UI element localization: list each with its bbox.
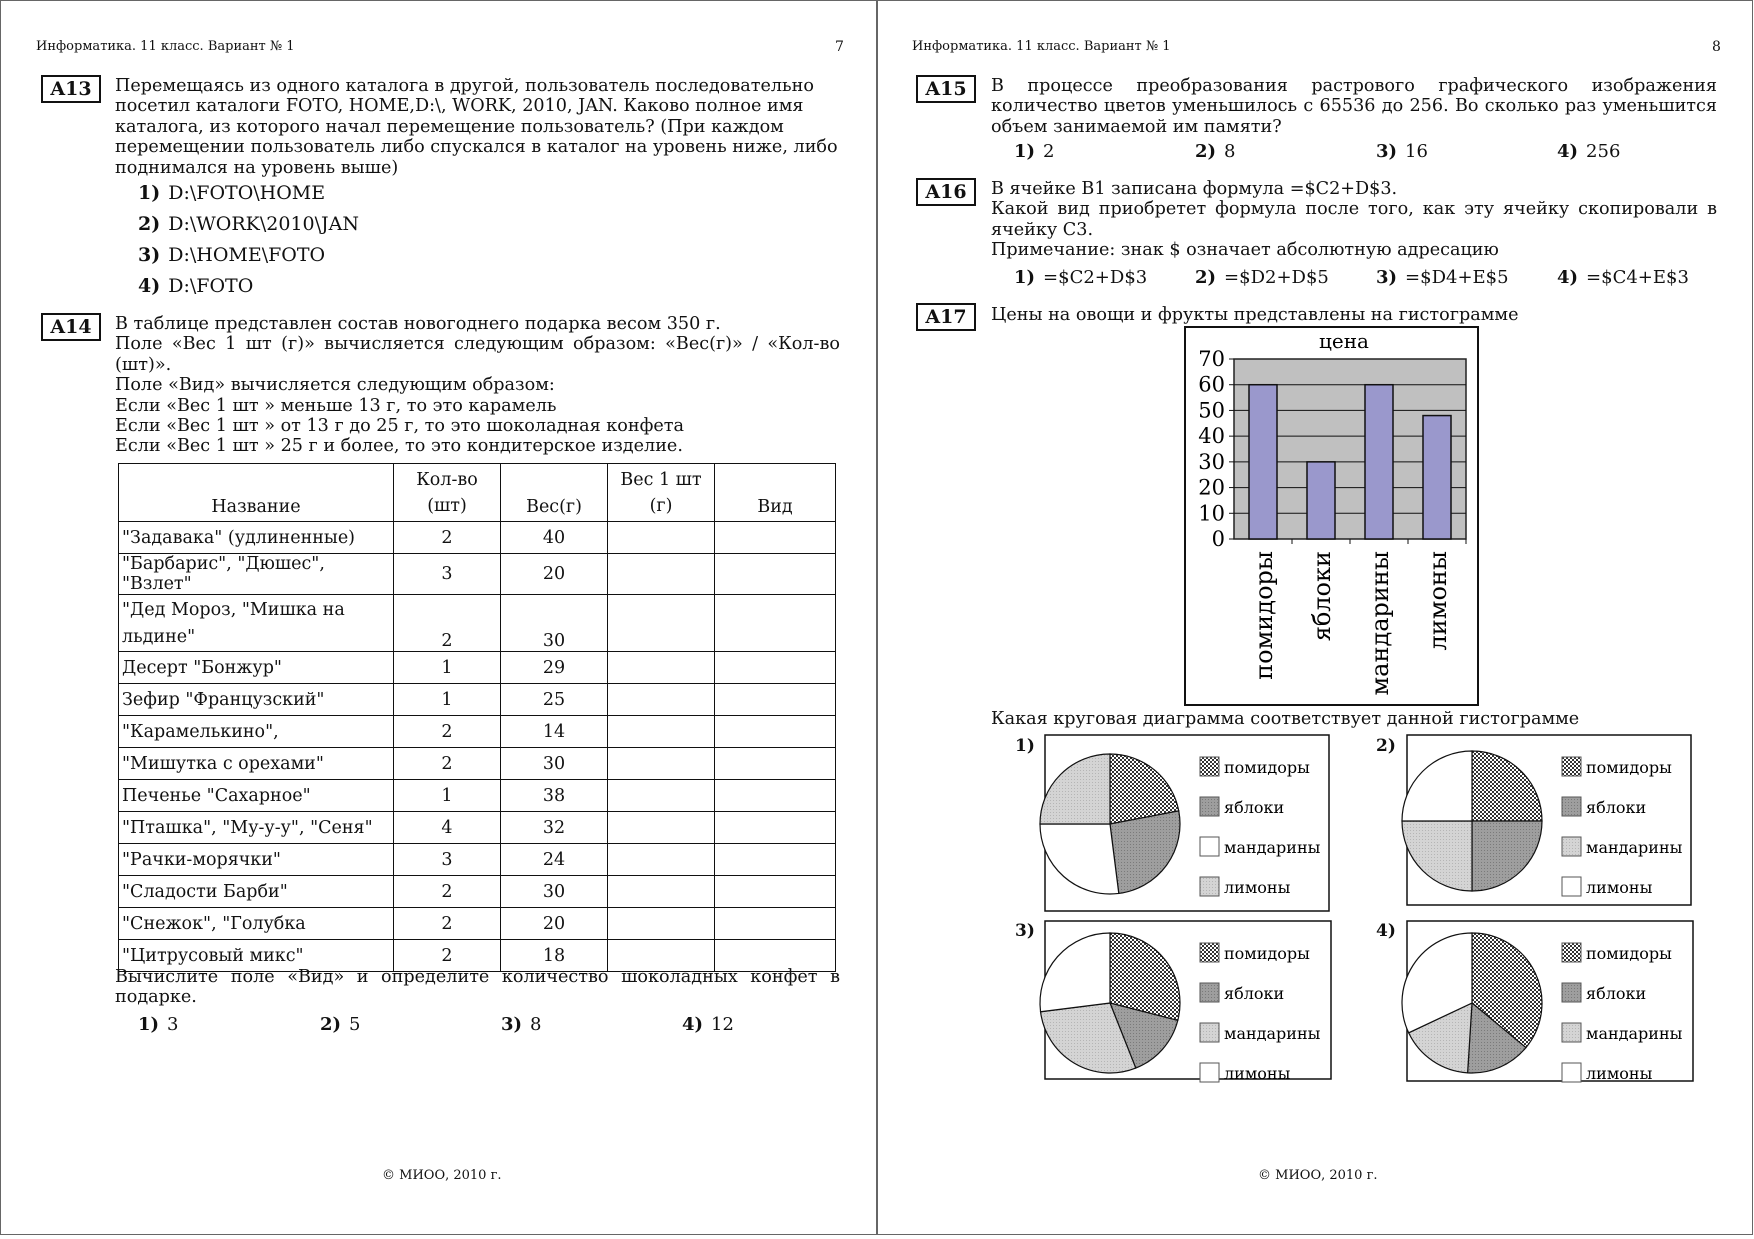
cell-kind bbox=[715, 876, 836, 908]
legend-swatch bbox=[1562, 797, 1581, 816]
y-tick-label: 70 bbox=[1198, 347, 1225, 371]
legend-swatch bbox=[1562, 877, 1581, 896]
legend-label: помидоры bbox=[1586, 944, 1672, 963]
option-text: =$C2+D$3 bbox=[1043, 267, 1148, 288]
cell-count: 2 bbox=[394, 748, 501, 780]
cell-unit-weight bbox=[608, 716, 715, 748]
a14-question bbox=[115, 967, 840, 1008]
legend-swatch bbox=[1200, 983, 1219, 1002]
table-row bbox=[119, 554, 836, 595]
page-number: 7 bbox=[835, 39, 844, 55]
option-text: 256 bbox=[1586, 141, 1621, 162]
cell-unit-weight bbox=[608, 780, 715, 812]
legend-swatch bbox=[1562, 757, 1581, 776]
cell-weight: 40 bbox=[501, 522, 608, 554]
option-number: 2) bbox=[1195, 267, 1217, 288]
a17-question: Какая круговая диаграмма соответствует данной гистограмме bbox=[991, 709, 1580, 729]
a14-options bbox=[138, 1014, 734, 1035]
cell-unit-weight bbox=[608, 908, 715, 940]
a14-option-1[interactable] bbox=[138, 1014, 320, 1035]
cell-weight: 29 bbox=[501, 652, 608, 684]
header-line: Кол-во bbox=[416, 469, 478, 490]
x-tick-label: мандарины bbox=[1366, 551, 1394, 696]
option-text: =$C4+E$3 bbox=[1586, 267, 1689, 288]
cell-weight: 30 bbox=[501, 595, 608, 652]
a16-line: Какой вид приобретет формула после того, как эту ячейку скопировали в bbox=[991, 199, 1717, 220]
cell-unit-weight bbox=[608, 684, 715, 716]
cell-name: "Рачки-морячки" bbox=[119, 844, 394, 876]
cell-kind bbox=[715, 780, 836, 812]
table-row bbox=[119, 595, 836, 652]
cell-count: 1 bbox=[394, 684, 501, 716]
column-header-weight: Вес(г) bbox=[501, 464, 608, 522]
option-number: 1) bbox=[1014, 141, 1036, 162]
a13-line: каталога, из которого начал перемещение пользователь? (При каждом bbox=[115, 116, 784, 137]
cell-weight: 32 bbox=[501, 812, 608, 844]
cell-name: "Мишутка с орехами" bbox=[119, 748, 394, 780]
page-footer: © МИОО, 2010 г. bbox=[1258, 1168, 1378, 1183]
option-number: 1) bbox=[138, 1014, 160, 1035]
cell-unit-weight bbox=[608, 812, 715, 844]
option-number: 4) bbox=[1557, 267, 1579, 288]
legend-label: помидоры bbox=[1586, 758, 1672, 777]
option-text: 8 bbox=[1224, 141, 1236, 162]
a14-line: Если «Вес 1 шт » от 13 г до 25 г, то это шоколадная конфета bbox=[115, 416, 685, 437]
table-row bbox=[119, 908, 836, 940]
pie-chart-option-3[interactable] bbox=[1040, 921, 1331, 1083]
option-number: 3) bbox=[1376, 141, 1398, 162]
option-number: 1) bbox=[138, 182, 161, 204]
cell-name: Десерт "Бонжур" bbox=[119, 652, 394, 684]
a14-option-4[interactable] bbox=[682, 1014, 734, 1035]
option-text: D:\FOTO\HOME bbox=[168, 182, 326, 204]
cell-kind bbox=[715, 652, 836, 684]
option-text: =$D4+E$5 bbox=[1405, 267, 1509, 288]
option-number: 2) bbox=[138, 213, 161, 235]
cell-name: "Пташка", "Му-у-у", "Сеня" bbox=[119, 812, 394, 844]
cell-name: "Цитрусовый микс" bbox=[119, 940, 394, 972]
cell-count: 2 bbox=[394, 522, 501, 554]
y-tick-label: 10 bbox=[1198, 501, 1225, 526]
a14-line: Если «Вес 1 шт » 25 г и более, то это кондитерское изделие. bbox=[115, 436, 683, 457]
pie-chart-option-1[interactable] bbox=[1040, 735, 1329, 911]
y-tick-label: 40 bbox=[1198, 424, 1225, 449]
a16-line: Примечание: знак $ означает абсолютную адресацию bbox=[991, 240, 1499, 261]
cell-weight: 25 bbox=[501, 684, 608, 716]
a14-line: В таблице представлен состав новогоднего подарка весом 350 г. bbox=[115, 314, 721, 334]
cell-count: 3 bbox=[394, 844, 501, 876]
table-row bbox=[119, 684, 836, 716]
a13-option-3[interactable] bbox=[138, 244, 325, 266]
cell-kind bbox=[715, 812, 836, 844]
legend-label: мандарины bbox=[1224, 838, 1321, 857]
cell-unit-weight bbox=[608, 844, 715, 876]
cell-count: 3 bbox=[394, 554, 501, 595]
pie-option-4-label: 4) bbox=[1376, 921, 1396, 941]
legend-label: лимоны bbox=[1586, 1064, 1653, 1083]
table-row bbox=[119, 844, 836, 876]
left-page bbox=[0, 0, 877, 1235]
cell-kind bbox=[715, 522, 836, 554]
cell-kind bbox=[715, 908, 836, 940]
table-row bbox=[119, 652, 836, 684]
pie-options-area[interactable] bbox=[878, 1, 1754, 1101]
cell-count: 2 bbox=[394, 876, 501, 908]
legend-swatch bbox=[1200, 1063, 1219, 1082]
question-tag-a17: A17 bbox=[916, 303, 976, 331]
cell-weight: 20 bbox=[501, 908, 608, 940]
cell-name: "Задавака" (удлиненные) bbox=[119, 522, 394, 554]
legend-swatch bbox=[1562, 983, 1581, 1002]
cell-name: "Сладости Барби" bbox=[119, 876, 394, 908]
option-number: 3) bbox=[1376, 267, 1398, 288]
header-line: (г) bbox=[649, 495, 673, 516]
legend-label: мандарины bbox=[1586, 1024, 1683, 1043]
cell-name: "Дед Мороз, "Мишка на льдине" bbox=[119, 595, 394, 652]
a14-after-line: подарке. bbox=[115, 987, 197, 1008]
page-footer: © МИОО, 2010 г. bbox=[382, 1168, 502, 1183]
a13-line: перемещении пользователь либо спускался в каталог на уровень ниже, либо bbox=[115, 137, 838, 158]
pie-option-2-label: 2) bbox=[1376, 736, 1396, 756]
a13-option-4[interactable] bbox=[138, 275, 253, 297]
cell-unit-weight bbox=[608, 522, 715, 554]
right-page bbox=[877, 0, 1753, 1235]
pie-option-3-label: 3) bbox=[1015, 921, 1035, 941]
cell-unit-weight bbox=[608, 748, 715, 780]
y-tick-label: 20 bbox=[1198, 475, 1225, 500]
cell-name: Печенье "Сахарное" bbox=[119, 780, 394, 812]
legend-label: яблоки bbox=[1224, 798, 1285, 817]
a14-after-line: Вычислите поле «Вид» и определите количество шоколадных конфет в bbox=[115, 967, 840, 987]
cell-weight: 14 bbox=[501, 716, 608, 748]
a15-line: количество цветов уменьшилось с 65536 до 256. Во сколько раз уменьшится bbox=[991, 96, 1717, 117]
option-number: 3) bbox=[501, 1014, 523, 1035]
cell-name: "Барбарис", "Дюшес", "Взлет" bbox=[119, 554, 394, 595]
legend-label: лимоны bbox=[1224, 1064, 1291, 1083]
a13-option-2[interactable] bbox=[138, 213, 359, 235]
page-number: 8 bbox=[1712, 39, 1721, 55]
cell-kind bbox=[715, 554, 836, 595]
option-number: 4) bbox=[682, 1014, 704, 1035]
y-tick-label: 30 bbox=[1198, 449, 1225, 474]
legend-label: лимоны bbox=[1586, 878, 1653, 897]
option-number: 4) bbox=[138, 275, 161, 297]
option-number: 3) bbox=[138, 244, 161, 266]
legend-swatch bbox=[1200, 837, 1219, 856]
question-tag-a14: A14 bbox=[41, 313, 101, 341]
column-header-count bbox=[394, 464, 501, 522]
cell-count: 1 bbox=[394, 652, 501, 684]
cell-count: 2 bbox=[394, 908, 501, 940]
a14-line: Если «Вес 1 шт » меньше 13 г, то это карамель bbox=[115, 395, 557, 416]
a15-line: объем занимаемой им памяти? bbox=[991, 116, 1282, 137]
option-text: D:\WORK\2010\JAN bbox=[168, 213, 359, 235]
table-row bbox=[119, 812, 836, 844]
a16-line: В ячейке B1 записана формула =$C2+D$3. bbox=[991, 179, 1398, 199]
option-number: 4) bbox=[1557, 141, 1579, 162]
a14-option-2[interactable] bbox=[320, 1014, 501, 1035]
table-row bbox=[119, 780, 836, 812]
question-tag-a13: A13 bbox=[41, 75, 101, 103]
option-text: =$D2+D$5 bbox=[1224, 267, 1329, 288]
column-header-unit-weight bbox=[608, 464, 715, 522]
option-text: 16 bbox=[1405, 141, 1428, 162]
cell-name: "Снежок", "Голубка bbox=[119, 908, 394, 940]
legend-swatch bbox=[1200, 797, 1219, 816]
pie-chart-option-2[interactable] bbox=[1402, 735, 1691, 905]
option-text: D:\FOTO bbox=[168, 275, 254, 297]
option-number: 1) bbox=[1014, 267, 1036, 288]
cell-unit-weight bbox=[608, 876, 715, 908]
a14-option-3[interactable] bbox=[501, 1014, 682, 1035]
cell-unit-weight bbox=[608, 652, 715, 684]
page-header: Информатика. 11 класс. Вариант № 1 bbox=[36, 39, 295, 54]
legend-swatch bbox=[1200, 1023, 1219, 1042]
chart-title: цена bbox=[1319, 329, 1369, 353]
legend-label: яблоки bbox=[1586, 798, 1647, 817]
x-tick-label: лимоны bbox=[1424, 551, 1452, 651]
a13-line: посетил каталоги FOTO, HOME,D:\, WORK, 2010, JAN. Каково полное имя bbox=[115, 96, 804, 117]
cell-kind bbox=[715, 844, 836, 876]
a16-line: ячейку C3. bbox=[991, 219, 1094, 240]
a13-text bbox=[115, 76, 840, 178]
column-header-name: Название bbox=[119, 464, 394, 522]
cell-count: 2 bbox=[394, 595, 501, 652]
legend-swatch bbox=[1562, 1063, 1581, 1082]
a13-line: Перемещаясь из одного каталога в другой, пользователь последовательно bbox=[115, 76, 814, 96]
a15-line: В процессе преобразования растрового графического изображения bbox=[991, 76, 1717, 96]
option-number: 2) bbox=[320, 1014, 342, 1035]
question-tag-a15: A15 bbox=[916, 75, 976, 103]
cell-kind bbox=[715, 684, 836, 716]
option-text: 5 bbox=[349, 1014, 361, 1035]
legend-label: помидоры bbox=[1224, 758, 1310, 777]
legend-swatch bbox=[1562, 943, 1581, 962]
x-tick-label: яблоки bbox=[1308, 551, 1336, 642]
cell-weight: 18 bbox=[501, 940, 608, 972]
x-tick-label: помидоры bbox=[1250, 551, 1278, 680]
cell-unit-weight bbox=[608, 595, 715, 652]
a17-intro: Цены на овощи и фрукты представлены на гистограмме bbox=[991, 305, 1519, 325]
legend-label: яблоки bbox=[1224, 984, 1285, 1003]
cell-weight: 30 bbox=[501, 748, 608, 780]
legend-swatch bbox=[1562, 1023, 1581, 1042]
option-text: 3 bbox=[167, 1014, 179, 1035]
legend-label: яблоки bbox=[1586, 984, 1647, 1003]
option-text: 8 bbox=[530, 1014, 542, 1035]
legend-swatch bbox=[1562, 837, 1581, 856]
header-line: Вес 1 шт bbox=[620, 469, 702, 490]
legend-label: помидоры bbox=[1224, 944, 1310, 963]
cell-weight: 24 bbox=[501, 844, 608, 876]
cell-weight: 30 bbox=[501, 876, 608, 908]
cell-count: 2 bbox=[394, 716, 501, 748]
cell-unit-weight bbox=[608, 554, 715, 595]
legend-label: мандарины bbox=[1224, 1024, 1321, 1043]
option-text: D:\HOME\FOTO bbox=[168, 244, 326, 266]
a14-line: (шт)». bbox=[115, 354, 172, 375]
a13-option-1[interactable] bbox=[138, 182, 325, 204]
page-header: Информатика. 11 класс. Вариант № 1 bbox=[912, 39, 1171, 54]
a13-line: поднимался на уровень выше) bbox=[115, 157, 399, 178]
column-header-kind: Вид bbox=[715, 464, 836, 522]
option-number: 2) bbox=[1195, 141, 1217, 162]
table-header-row bbox=[119, 464, 836, 522]
legend-label: лимоны bbox=[1224, 878, 1291, 897]
cell-weight: 38 bbox=[501, 780, 608, 812]
cell-kind bbox=[715, 748, 836, 780]
cell-weight: 20 bbox=[501, 554, 608, 595]
option-text: 12 bbox=[711, 1014, 734, 1035]
y-tick-label: 0 bbox=[1211, 527, 1225, 551]
legend-label: мандарины bbox=[1586, 838, 1683, 857]
cell-name: Зефир "Французский" bbox=[119, 684, 394, 716]
question-tag-a16: A16 bbox=[916, 178, 976, 206]
gift-table bbox=[118, 463, 836, 972]
cell-kind bbox=[715, 595, 836, 652]
cell-count: 2 bbox=[394, 940, 501, 972]
y-tick-label: 50 bbox=[1198, 398, 1225, 423]
legend-swatch bbox=[1200, 757, 1219, 776]
table-row bbox=[119, 716, 836, 748]
a14-line: Поле «Вид» вычисляется следующим образом: bbox=[115, 375, 555, 396]
table-row bbox=[119, 522, 836, 554]
a14-text bbox=[115, 314, 840, 457]
header-line: (шт) bbox=[427, 495, 467, 516]
cell-count: 4 bbox=[394, 812, 501, 844]
cell-kind bbox=[715, 716, 836, 748]
table-row bbox=[119, 748, 836, 780]
table-row bbox=[119, 876, 836, 908]
option-text: 2 bbox=[1043, 141, 1055, 162]
pie-option-1-label: 1) bbox=[1015, 736, 1035, 756]
legend-swatch bbox=[1200, 943, 1219, 962]
cell-count: 1 bbox=[394, 780, 501, 812]
a14-line: Поле «Вес 1 шт (г)» вычисляется следующим образом: «Вес(г)» / «Кол-во bbox=[115, 334, 840, 355]
cell-name: "Карамелькино", bbox=[119, 716, 394, 748]
y-tick-label: 60 bbox=[1198, 372, 1225, 397]
legend-swatch bbox=[1200, 877, 1219, 896]
pie-chart-option-4[interactable] bbox=[1402, 921, 1693, 1083]
